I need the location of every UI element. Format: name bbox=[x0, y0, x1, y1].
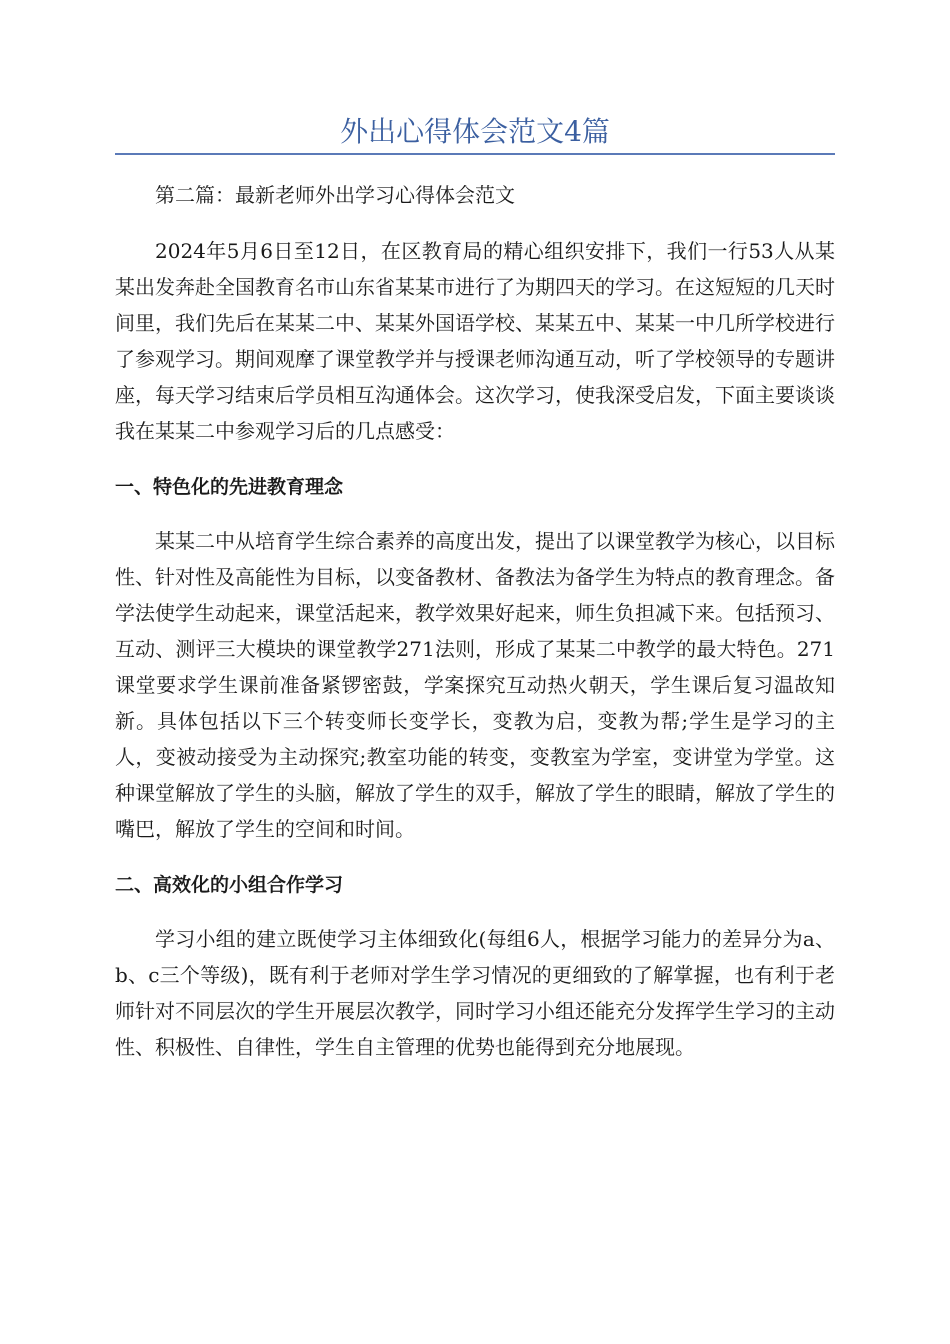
intro-paragraph: 2024年5月6日至12日，在区教育局的精心组织安排下，我们一行53人从某某出发奔赴全国教育名市山东省某某市进行了为期四天的学习。在这短短的几天时间里，我们先后在某某二中、某某外国语学校、某某五中、某某一中几所学校进行了参观学习。期间观摩了课堂教学并与授课老师沟通互动，听了学校领导的专题讲座，每天学习结束后学员相互沟通体会。这次学习，使我深受启发，下面主要谈谈我在某某二中参观学习后的几点感受： bbox=[115, 239, 835, 443]
title-underline bbox=[115, 153, 835, 155]
section-body-1: 某某二中从培育学生综合素养的高度出发，提出了以课堂教学为核心，以目标性、针对性及高能性为目标，以变备教材、备教法为备学生为特点的教育理念。备学法使学生动起来，课堂活起来，教学效果好起来，师生负担减下来。包括预习、互动、测评三大模块的课堂教学271法则，形成了某某二中教学的最大特色。271课堂要求学生课前准备紧锣密鼓，学案探究互动热火朝天，学生课后复习温故知新。具体包括以下三个转变师长变学长，变教为启，变教为帮;学生是学习的主人，变被动接受为主动探究;教室功能的转变，变教室为学室，变讲堂为学堂。这种课堂解放了学生的头脑，解放了学生的双手，解放了学生的眼睛，解放了学生的嘴巴，解放了学生的空间和时间。 bbox=[115, 529, 835, 841]
section-heading-1: 一、特色化的先进教育理念 bbox=[115, 476, 344, 498]
section-body-2: 学习小组的建立既使学习主体细致化(每组6人，根据学习能力的差异分为a、b、c三个等级)，既有利于老师对学生学习情况的更细致的了解掌握，也有利于老师针对不同层次的学生开展层次教学，同时学习小组还能充分发挥学生学习的主动性、积极性、自律性，学生自主管理的优势也能得到充分地展现。 bbox=[115, 927, 835, 1059]
document-body bbox=[115, 177, 835, 1065]
document-title: 外出心得体会范文4篇 bbox=[340, 115, 610, 148]
article-subtitle: 第二篇：最新老师外出学习心得体会范文 bbox=[155, 183, 515, 207]
section-heading-2: 二、高效化的小组合作学习 bbox=[115, 874, 344, 896]
